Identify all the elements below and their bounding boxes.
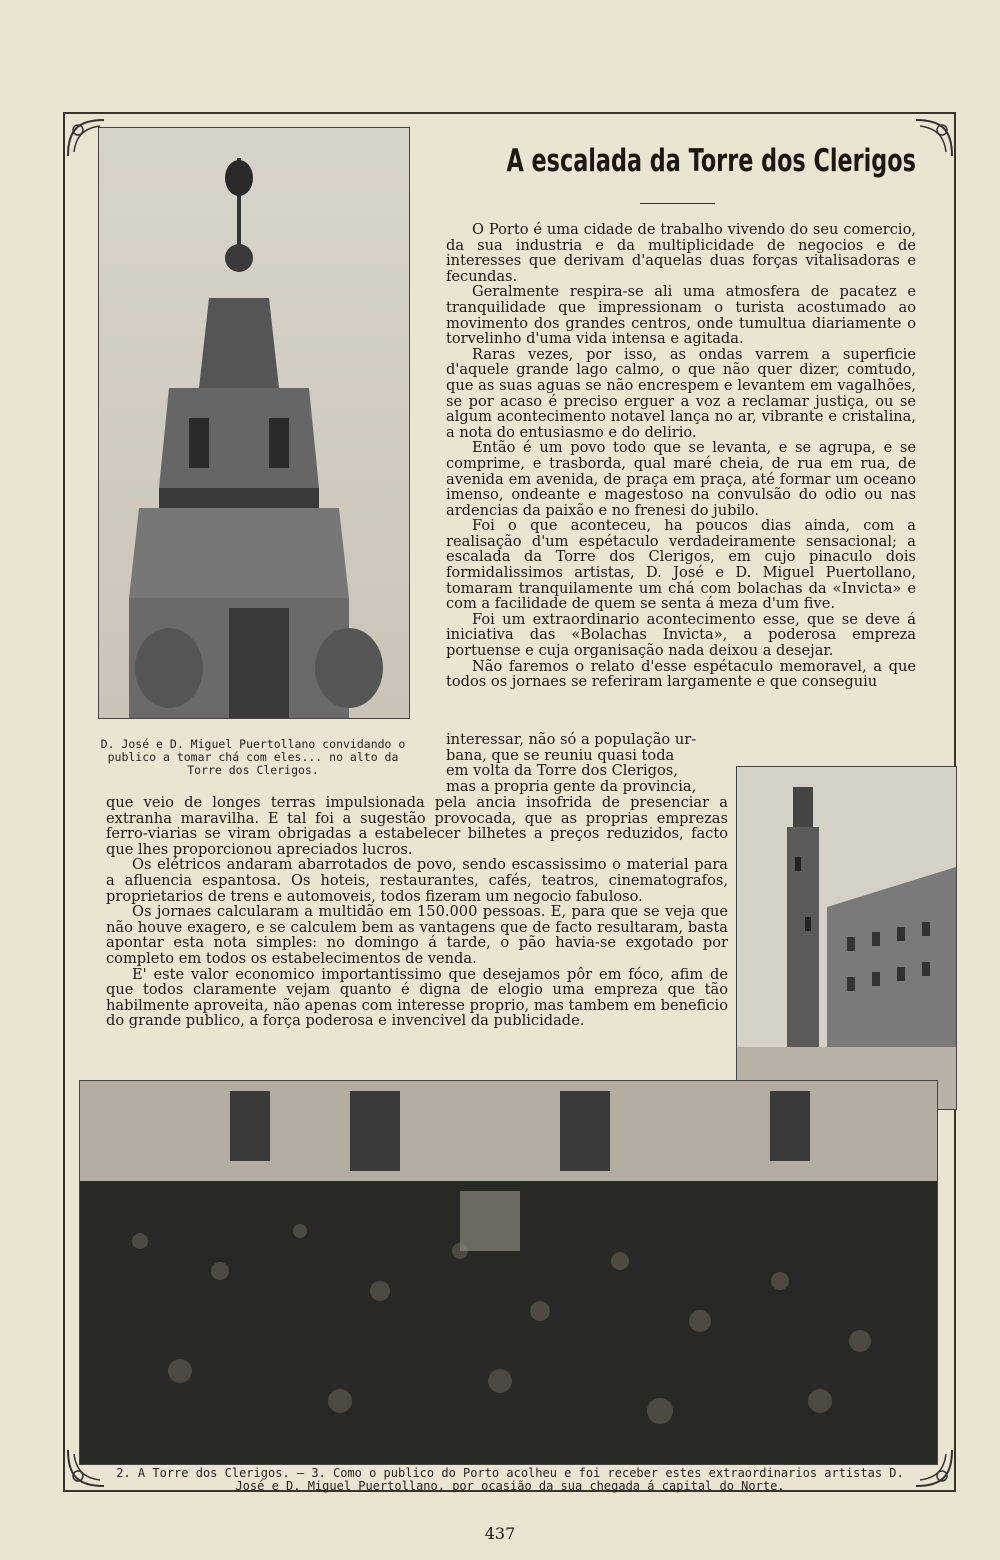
text-line: em volta da Torre dos Clerigos, (446, 762, 678, 780)
paragraph: Raras vezes, por isso, as ondas varrem a superficie d'aquele grande lago calmo, o que não quer dizer, comtudo, que as suas aguas se não encrespem e levantem em vagalhões, se por acaso é preciso erguer a voz a reclamar justiça, ou se algum acontecimento notavel lança no ar, vibrante e cristalina, a nota do entusiasmo e do delirio. (446, 345, 916, 441)
paragraph: Não faremos o relato d'esse espétaculo memoravel, a que todos os jornaes se referiram largamente e que conseguiu (446, 657, 916, 691)
photo-tower-top (98, 127, 410, 719)
paragraph: O Porto é uma cidade de trabalho vivendo do seu comercio, da sua industria e da multiplicidade de negocios e de interesses que derivam d'aquelas duas forças vitalisadoras e fecundas. (446, 221, 916, 285)
paragraph: Então é um povo todo que se levanta, e se agrupa, e se comprime, e trasborda, qual maré cheia, de rua em rua, de avenida em avenida, de praça em praça, até formar um oceano imenso, ondeante e magestoso na convulsão do odio ou nas ardencias da paixão e no frenesi do jubilo. (446, 439, 916, 519)
paragraph: Os jornaes calcularam a multidão em 150.000 pessoas. E, para que se veja que não houve exagero, e se calculem bem as vantagens que de facto resultaram, basta apontar esta nota simples: no domingo á tarde, o pão havia-se exgotado por completo em todos os estabelecimentos de venda. (106, 903, 728, 967)
photo-tower-street (736, 766, 957, 1110)
text-line: mas a propria gente da provincia, (446, 777, 697, 795)
text-line: bana, que se reuniu quasi toda (446, 746, 675, 764)
paragraph: E' este valor economico importantissimo que desejamos pôr em fóco, afim de que todos claramente vejam quanto é digna de elogio uma empreza que tão habilmente aproveita, não apenas com interesse proprio, mas tambem em beneficio do grande publico, a força poderosa e invencivel da publicidade. (106, 965, 728, 1030)
text-line: interessar, não só a população ur- (446, 731, 697, 748)
paragraph: Foi o que aconteceu, ha poucos dias ainda, com a realisação d'um espétaculo verdadeiramente sensacional; a escalada da Torre dos Clerigos, em cujo pinaculo dois formidalissimos artistas, D. José e D. Miguel Puertollano, tomaram tranquilamente um chá com bolachas da «Invicta» e com a facilidade de quem se senta á meza d'um five. (446, 517, 916, 613)
article-text-narrow (446, 732, 728, 794)
paragraph: que veio de longes terras impulsionada pela ancia insofrida de presenciar a extranha maravilha. E tal foi a sugestão provocada, que as proprias emprezas ferro-viarias se viram obrigadas a estabelecer bilhetes a preços reduzidos, facto que lhes proporcionou apreciados lucros. (106, 794, 728, 858)
title-rule (640, 203, 715, 204)
article-text-bottom (106, 795, 728, 1029)
page-number: 437 (484, 1524, 516, 1543)
article-text-top (446, 222, 916, 690)
paragraph: Geralmente respira-se ali uma atmosfera de pacatez e tranquilidade que impressionam o turista acostumado ao movimento dos grandes centros, onde tumultua diariamente o torvelinho d'uma vida intensa e agitada. (446, 283, 916, 348)
paragraph: Os elétricos andaram abarrotados de povo, sendo escassissimo o material para a afluencia espantosa. Os hoteis, restaurantes, cafés, teatros, cinematografos, proprietarios de trens e automoveis, todos fizeram um negocio fabuloso. (106, 856, 728, 905)
caption-photo-1: D. José e D. Miguel Puertollano convidando o publico a tomar chá com eles... no alto da Torre dos Clerigos. (100, 737, 406, 777)
photo-crowd (79, 1080, 938, 1465)
caption-bottom: 2. A Torre dos Clerigos. — 3. Como o publico do Porto acolheu e foi receber estes extraordinarios artistas D. José e D. Miguel Puertollano, por ocasião da sua chegada á capital do Norte. (116, 1466, 904, 1493)
corner-ornament-top-right (912, 116, 956, 160)
paragraph: Foi um extraordinario acontecimento esse, que se deve á iniciativa das «Bolachas Invicta», a poderosa empreza portuense e cuja organisação nada deixou a desejar. (446, 610, 916, 660)
article-title: A escalada da Torre dos Clerigos (506, 143, 916, 179)
